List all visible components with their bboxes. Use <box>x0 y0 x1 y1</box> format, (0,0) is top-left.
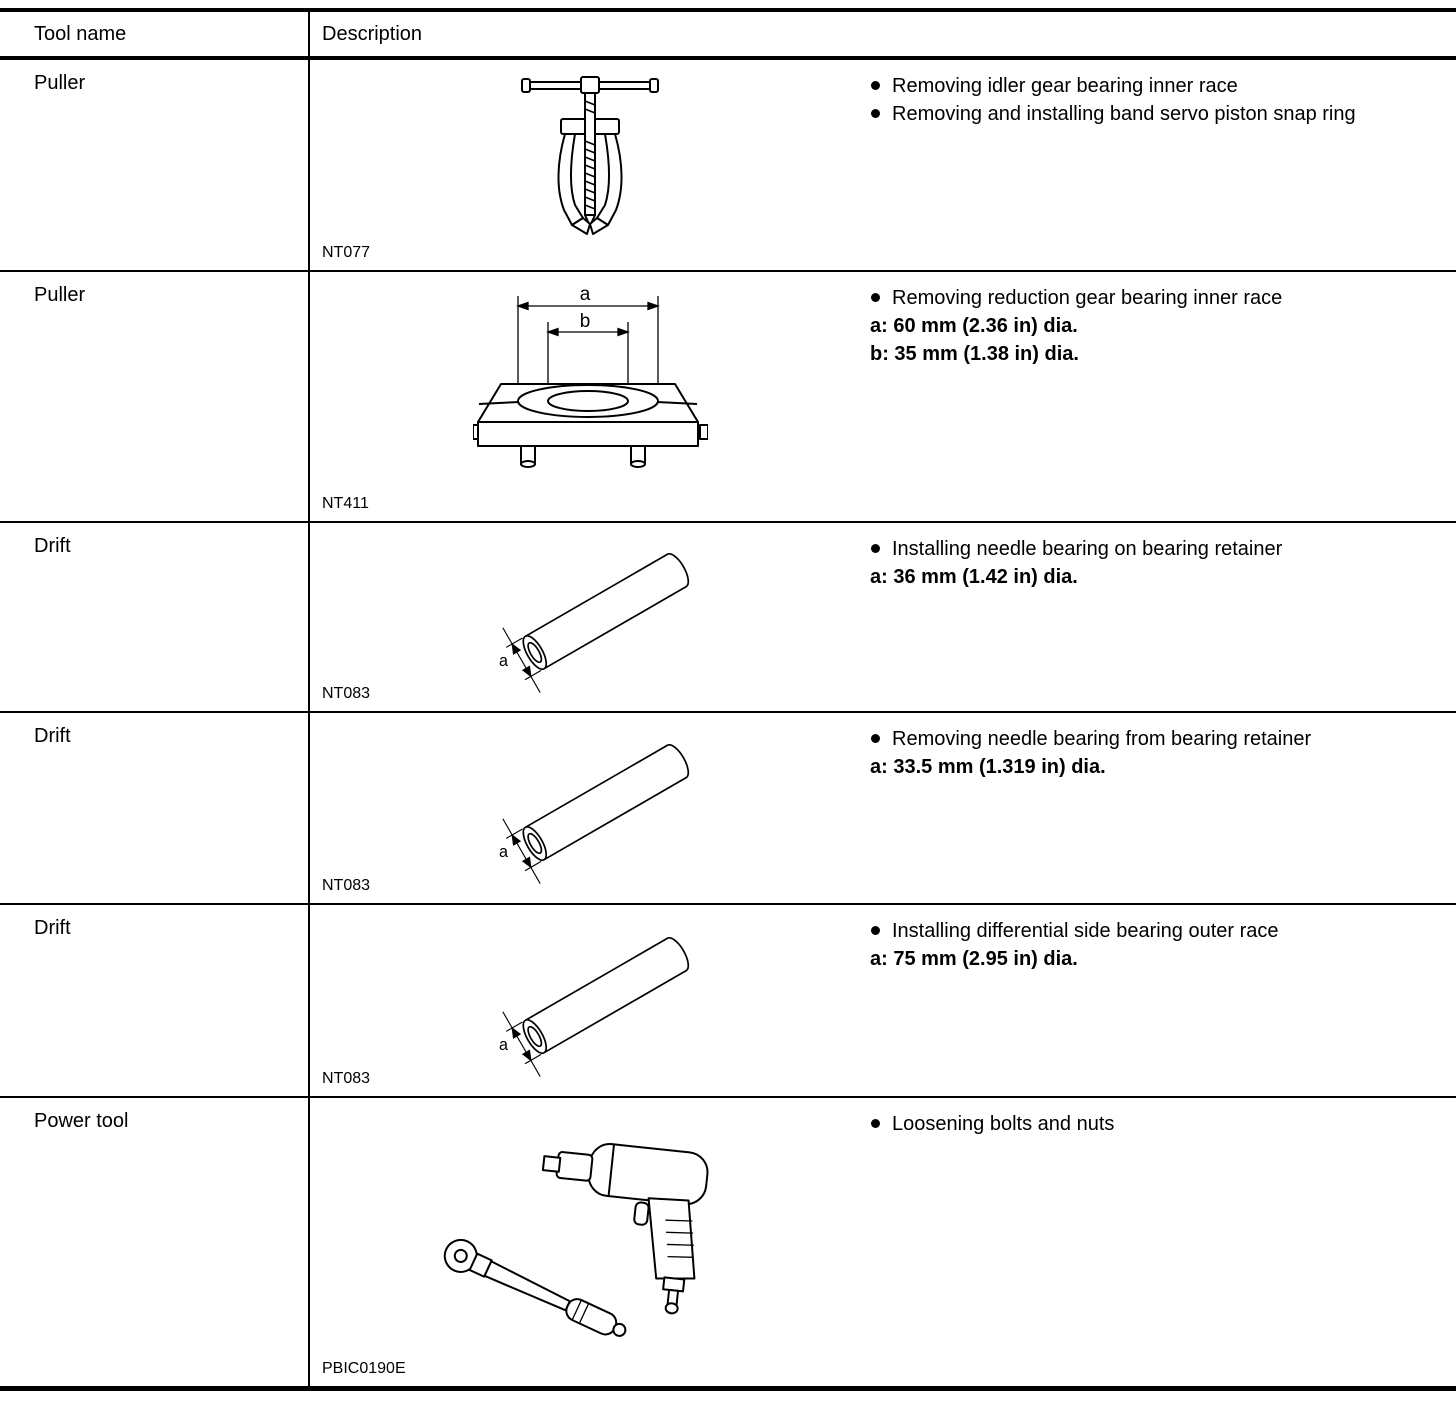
header-tool-name-label: Tool name <box>34 22 127 45</box>
bullet-text: Removing and installing band servo piston snap ring <box>892 103 1356 125</box>
description-cell <box>310 523 1456 711</box>
bullet-text: Loosening bolts and nuts <box>892 1113 1115 1135</box>
power-tool-illustration-icon <box>435 1123 745 1348</box>
tool-name: Puller <box>34 72 86 94</box>
table-row-puller-nt077 <box>0 60 1456 272</box>
bullet-icon <box>870 535 892 563</box>
figure-code: PBIC0190E <box>322 1360 406 1377</box>
illustration-area <box>310 523 870 711</box>
dimension-text: a: 75 mm (2.95 in) dia. <box>870 948 1078 970</box>
dimension-text: a: 33.5 mm (1.319 in) dia. <box>870 756 1106 778</box>
illustration-area <box>310 1098 870 1386</box>
dimension-label-a: a <box>499 652 509 671</box>
tool-name-cell <box>0 272 310 521</box>
table-header-row <box>0 12 1456 60</box>
splitter-puller-illustration-icon <box>473 284 708 496</box>
gear-puller-illustration-icon <box>515 67 665 249</box>
bullet-icon <box>870 725 892 753</box>
table-row-drift-3 <box>0 905 1456 1098</box>
tool-name-cell <box>0 1098 310 1386</box>
description-list <box>870 60 1456 270</box>
bullet-item <box>870 1110 1432 1138</box>
tool-name: Drift <box>34 725 71 747</box>
tool-name: Power tool <box>34 1110 129 1132</box>
bullet-item <box>870 535 1432 563</box>
header-tool-name <box>0 12 310 56</box>
table-row-drift-2 <box>0 713 1456 905</box>
bullet-item <box>870 72 1432 100</box>
bullet-item <box>870 917 1432 945</box>
description-cell <box>310 60 1456 270</box>
bullet-text: Removing needle bearing from bearing retainer <box>892 728 1312 750</box>
bullet-text: Installing differential side bearing outer race <box>892 920 1279 942</box>
drift-tube-illustration-icon <box>455 909 725 1079</box>
bullet-icon <box>870 100 892 128</box>
illustration-area <box>310 713 870 903</box>
bullet-icon <box>870 1110 892 1138</box>
tool-name: Drift <box>34 917 71 939</box>
table-row-power-tool <box>0 1098 1456 1386</box>
dimension-text: b: 35 mm (1.38 in) dia. <box>870 343 1079 365</box>
special-service-tools-table <box>0 8 1456 1391</box>
header-description <box>310 12 1456 56</box>
tool-name-cell <box>0 905 310 1096</box>
figure-code: NT083 <box>322 685 371 702</box>
description-list <box>870 905 1456 1096</box>
illustration-area <box>310 905 870 1096</box>
table-row-puller-nt411 <box>0 272 1456 523</box>
bullet-item <box>870 100 1432 128</box>
description-list <box>870 1098 1456 1386</box>
dimension-label-a: a <box>579 283 590 305</box>
illustration-area <box>310 60 870 270</box>
header-description-label: Description <box>322 22 423 45</box>
bullet-icon <box>870 284 892 312</box>
description-cell <box>310 713 1456 903</box>
description-cell <box>310 1098 1456 1386</box>
figure-code: NT083 <box>322 877 371 894</box>
dimension-text: a: 36 mm (1.42 in) dia. <box>870 566 1078 588</box>
bullet-text: Installing needle bearing on bearing retainer <box>892 538 1283 560</box>
bullet-text: Removing idler gear bearing inner race <box>892 75 1238 97</box>
figure-code: NT077 <box>322 244 371 261</box>
dimension-label-a: a <box>499 1035 509 1054</box>
description-list <box>870 523 1456 711</box>
drift-tube-illustration-icon <box>455 716 725 886</box>
bullet-text: Removing reduction gear bearing inner race <box>892 287 1283 309</box>
dimension-label-b: b <box>579 310 590 332</box>
figure-code: NT411 <box>322 495 369 512</box>
bullet-item <box>870 284 1432 312</box>
bullet-item <box>870 725 1432 753</box>
dimension-label-a: a <box>499 843 509 862</box>
tool-name-cell <box>0 60 310 270</box>
description-list <box>870 713 1456 903</box>
illustration-area <box>310 272 870 521</box>
bullet-icon <box>870 72 892 100</box>
tool-name-cell <box>0 523 310 711</box>
tool-name: Drift <box>34 535 71 557</box>
description-list <box>870 272 1456 521</box>
description-cell <box>310 905 1456 1096</box>
table-row-drift-1 <box>0 523 1456 713</box>
description-cell <box>310 272 1456 521</box>
bullet-icon <box>870 917 892 945</box>
drift-tube-illustration-icon <box>455 525 725 695</box>
tool-name-cell <box>0 713 310 903</box>
figure-code: NT083 <box>322 1070 371 1087</box>
tool-name: Puller <box>34 284 86 306</box>
dimension-text: a: 60 mm (2.36 in) dia. <box>870 315 1078 337</box>
